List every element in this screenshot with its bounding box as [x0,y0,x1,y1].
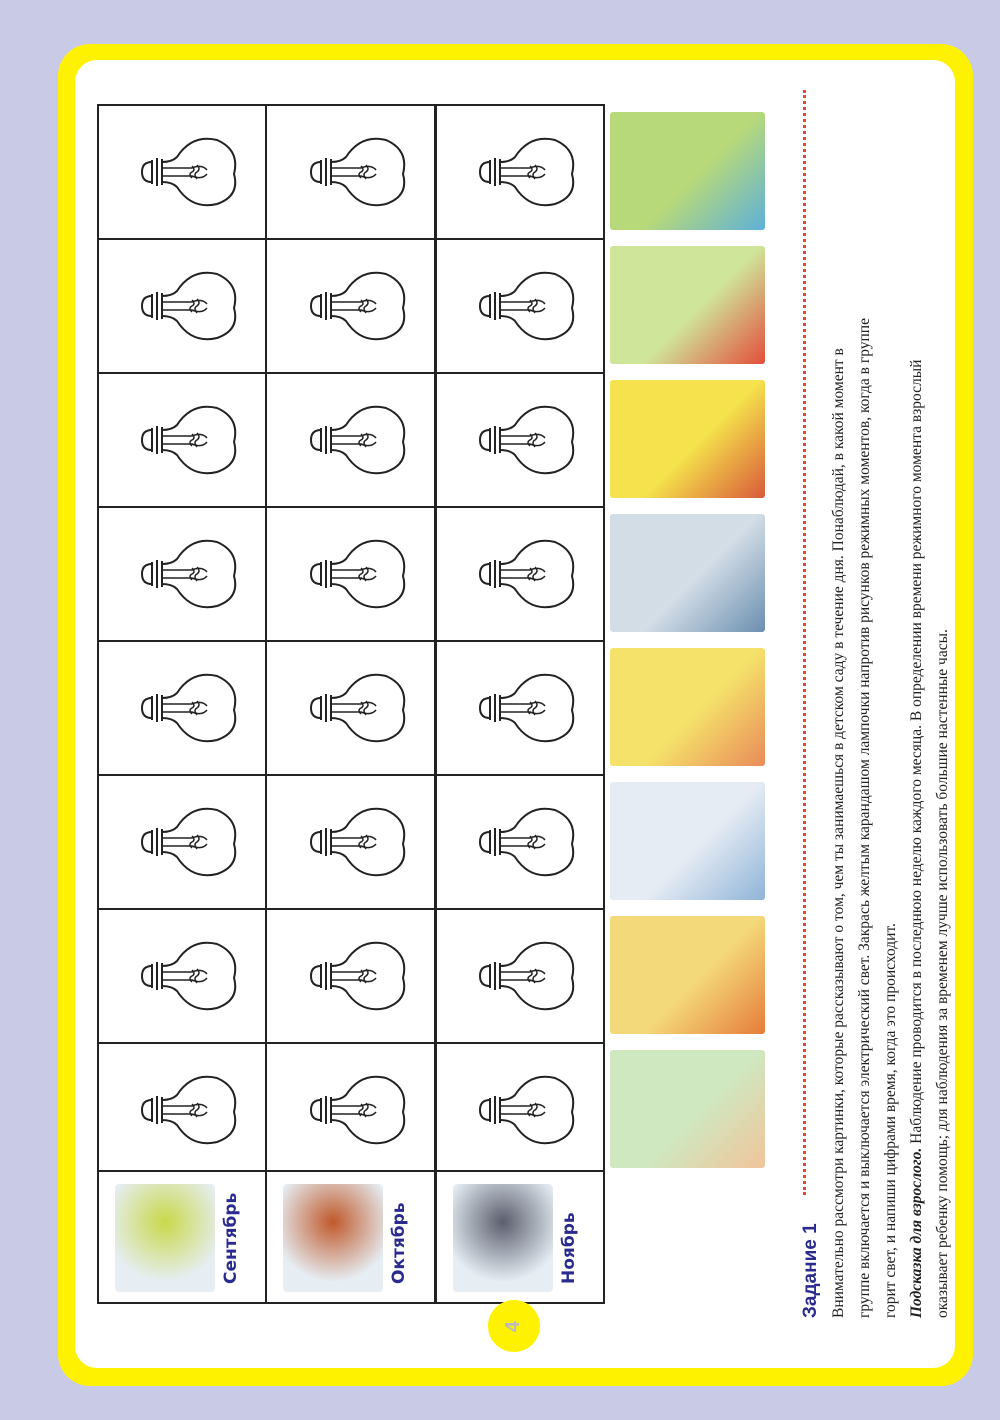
lightbulb-cell[interactable] [435,908,605,1044]
page-number-badge [488,1300,540,1352]
lightbulb-cell[interactable] [265,506,436,642]
lightbulb-cell[interactable] [265,1042,436,1178]
lightbulb-cell[interactable] [97,908,267,1044]
title-dotted-line [803,90,806,1195]
lightbulb-cell[interactable] [435,372,605,508]
page-number: 4 [502,1320,525,1332]
nap-picture [610,514,765,632]
lightbulb-cell[interactable] [265,640,436,776]
task-text-line-2: группе включается и выключается электрический свет. Закрась желтым карандашом лампочки напротив рисунков режимных моментов, когда в группе [856,318,873,1318]
lightbulb-cell[interactable] [97,372,267,508]
month-label: Октябрь [389,1202,409,1284]
lightbulb-cell[interactable] [265,774,436,910]
lightbulb-cell[interactable] [97,640,267,776]
lightbulb-cell[interactable] [435,238,605,374]
task-text-line-3: горит свет, и напиши цифрами время, когда это происходит. [882,923,899,1318]
tree-picture [453,1184,553,1292]
month-cell [97,1170,267,1304]
lightbulb-cell[interactable] [435,1042,605,1178]
breakfast-picture [610,916,765,1034]
painting-picture [610,782,765,900]
lightbulb-cell[interactable] [265,104,436,240]
month-cell [435,1170,605,1304]
lightbulb-cell[interactable] [97,1042,267,1178]
lightbulb-cell[interactable] [435,104,605,240]
lunch-picture [610,648,765,766]
lightbulb-cell[interactable] [265,238,436,374]
lightbulb-cell[interactable] [435,774,605,910]
lightbulb-cell[interactable] [435,506,605,642]
hint-line-2: оказывает ребенку помощь; для наблюдения за временем лучше использовать большие настенные часы. [934,629,951,1318]
toys-play-picture [610,380,765,498]
lightbulb-cell[interactable] [97,774,267,910]
month-cell [265,1170,436,1304]
hint-title: Подсказка для взрослого. [908,1147,925,1318]
hint-line-1 [908,360,926,1318]
lightbulb-cell[interactable] [265,372,436,508]
morning-exercise-picture [610,1050,765,1168]
going-home-picture [610,112,765,230]
tree-picture [283,1184,383,1292]
lightbulb-cell[interactable] [265,908,436,1044]
lightbulb-cell[interactable] [435,640,605,776]
task-text-line-1: Внимательно рассмотри картинки, которые рассказывают о том, чем ты занимаешься в детском саду в течение дня. Понаблюдай, в какой момент в [830,348,847,1318]
outdoor-play-picture [610,246,765,364]
month-label: Сентябрь [221,1192,241,1284]
tree-picture [115,1184,215,1292]
lightbulb-cell[interactable] [97,238,267,374]
hint-text: Наблюдение проводится в последнюю неделю каждого месяца. В определении времени режимного момента взрослый [908,359,925,1144]
task-title: Задание 1 [800,1223,821,1318]
month-label: Ноябрь [559,1212,579,1284]
lightbulb-cell[interactable] [97,506,267,642]
lightbulb-cell[interactable] [97,104,267,240]
